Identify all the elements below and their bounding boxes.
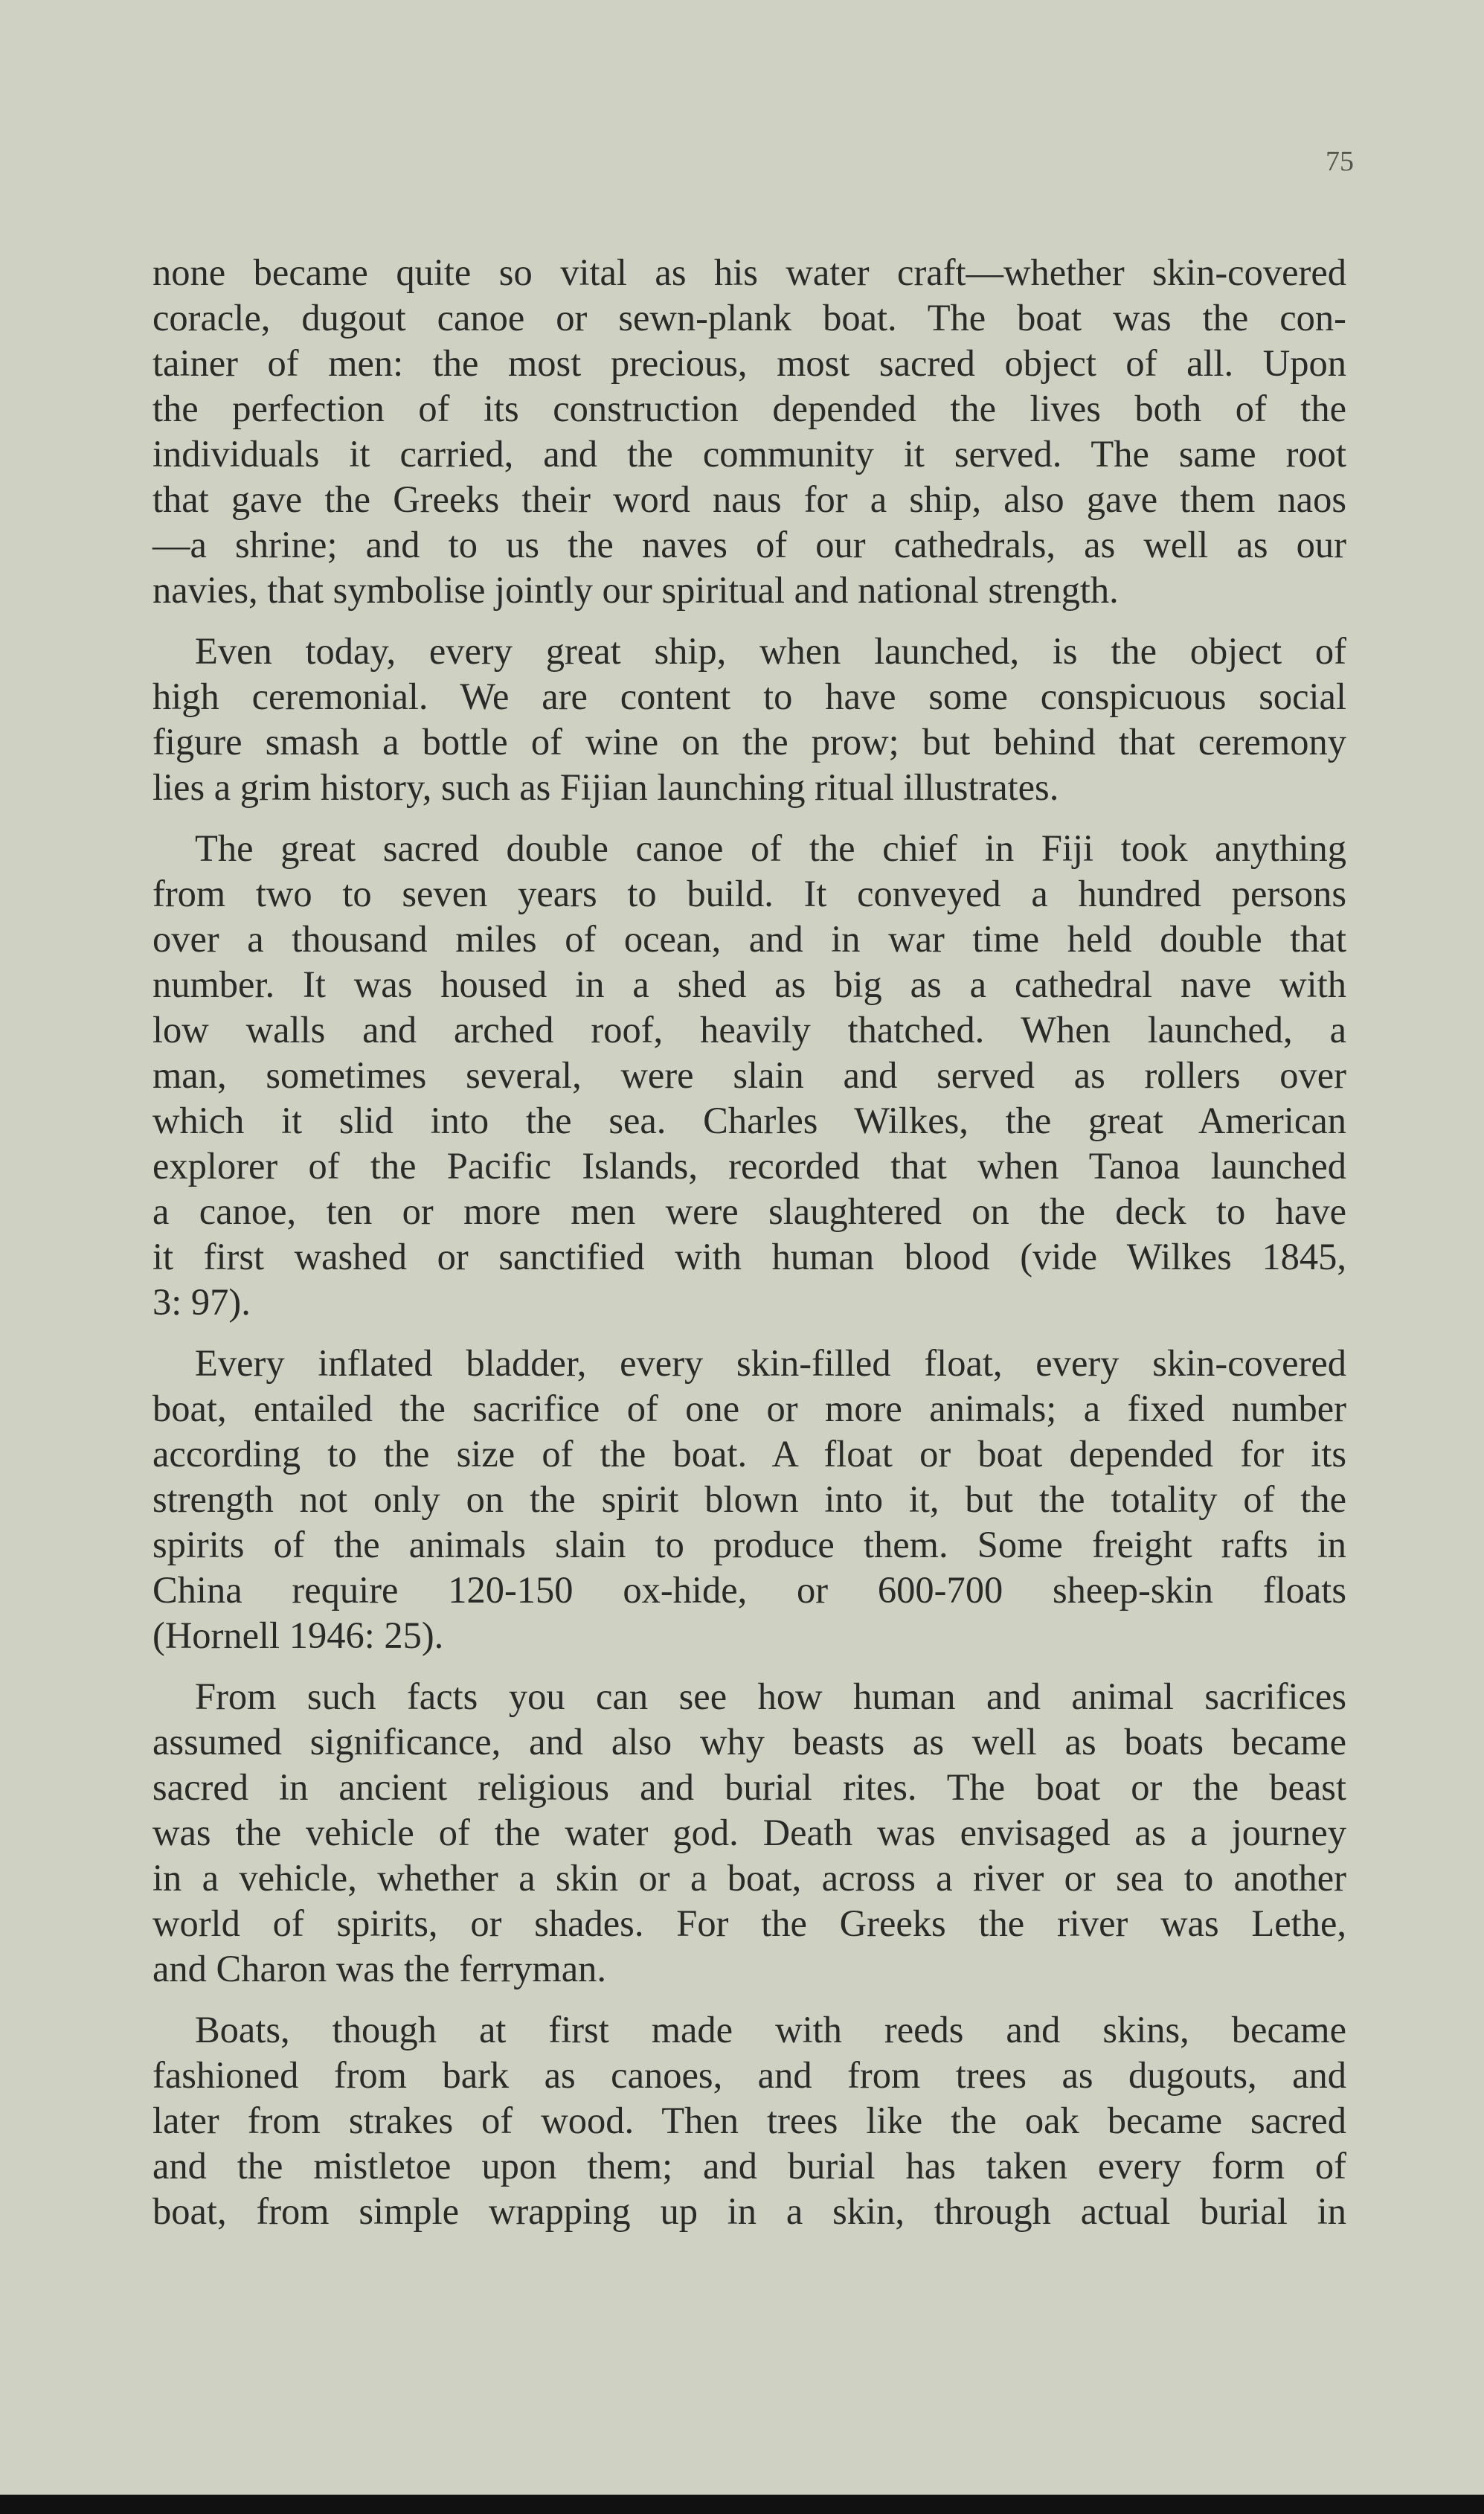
page-number: 75 bbox=[1326, 146, 1354, 177]
text-line: navies, that symbolise jointly our spiritual and national strength. bbox=[152, 569, 1119, 611]
text-line: tainer of men: the most precious, most sacred object of all. Upon bbox=[152, 342, 1346, 384]
text-line: over a thousand miles of ocean, and in war time held double that bbox=[152, 918, 1346, 960]
text-line: assumed significance, and also why beasts as well as boats became bbox=[152, 1721, 1346, 1763]
text-line: and Charon was the ferryman. bbox=[152, 1948, 606, 1989]
text-line: and the mistletoe upon them; and burial has taken every form of bbox=[152, 2145, 1346, 2187]
paragraph-water-craft bbox=[152, 250, 1346, 613]
paragraph-ceremonial bbox=[152, 629, 1346, 810]
text-line: later from strakes of wood. Then trees like the oak became sacred bbox=[152, 2100, 1346, 2141]
text-line: Boats, though at first made with reeds and skins, became bbox=[195, 2009, 1346, 2050]
text-line: from two to seven years to build. It conveyed a hundred persons bbox=[152, 873, 1346, 914]
text-line: boat, entailed the sacrifice of one or more animals; a fixed number bbox=[152, 1388, 1346, 1429]
text-line: in a vehicle, whether a skin or a boat, across a river or sea to another bbox=[152, 1857, 1346, 1899]
text-line: was the vehicle of the water god. Death was envisaged as a journey bbox=[152, 1812, 1346, 1853]
paragraph-floats bbox=[152, 1341, 1346, 1658]
text-line: strength not only on the spirit blown into it, but the totality of the bbox=[152, 1478, 1346, 1520]
text-line: individuals it carried, and the community it served. The same root bbox=[152, 433, 1346, 475]
text-line: man, sometimes several, were slain and served as rollers over bbox=[152, 1054, 1346, 1096]
text-line: which it slid into the sea. Charles Wilkes, the great American bbox=[152, 1100, 1346, 1141]
text-line: Even today, every great ship, when launched, is the object of bbox=[195, 630, 1346, 672]
text-line: (Hornell 1946: 25). bbox=[152, 1614, 444, 1656]
text-line: lies a grim history, such as Fijian launching ritual illustrates. bbox=[152, 766, 1059, 808]
paragraph-fiji-canoe bbox=[152, 826, 1346, 1325]
text-line: explorer of the Pacific Islands, recorded that when Tanoa launched bbox=[152, 1145, 1346, 1187]
text-line: world of spirits, or shades. For the Greeks the river was Lethe, bbox=[152, 1902, 1346, 1944]
text-line: spirits of the animals slain to produce them. Some freight rafts in bbox=[152, 1524, 1346, 1565]
text-line: From such facts you can see how human and animal sacrifices bbox=[195, 1676, 1346, 1717]
text-line: Every inflated bladder, every skin-filled float, every skin-covered bbox=[195, 1342, 1346, 1384]
text-line: low walls and arched roof, heavily thatched. When launched, a bbox=[152, 1009, 1346, 1051]
text-line: none became quite so vital as his water craft—whether skin-covered bbox=[152, 251, 1346, 293]
text-line: figure smash a bottle of wine on the prow; but behind that ceremony bbox=[152, 721, 1346, 763]
text-line: number. It was housed in a shed as big as a cathedral nave with bbox=[152, 963, 1346, 1005]
text-line: according to the size of the boat. A float or boat depended for its bbox=[152, 1433, 1346, 1475]
text-line: China require 120-150 ox-hide, or 600-700 sheep-skin floats bbox=[152, 1569, 1346, 1611]
paragraph-boats-burial bbox=[152, 2007, 1346, 2234]
text-line: it first washed or sanctified with human blood (vide Wilkes 1845, bbox=[152, 1236, 1346, 1277]
scan-edge bbox=[0, 2495, 1484, 2514]
text-line: fashioned from bark as canoes, and from trees as dugouts, and bbox=[152, 2054, 1346, 2096]
text-line: boat, from simple wrapping up in a skin, through actual burial in bbox=[152, 2190, 1346, 2232]
text-line: 3: 97). bbox=[152, 1281, 251, 1323]
text-line: The great sacred double canoe of the chief in Fiji took anything bbox=[195, 827, 1346, 869]
text-line: —a shrine; and to us the naves of our cathedrals, as well as our bbox=[152, 524, 1346, 565]
text-line: sacred in ancient religious and burial rites. The boat or the beast bbox=[152, 1766, 1346, 1808]
text-line: the perfection of its construction depended the lives both of the bbox=[152, 388, 1346, 429]
text-line: coracle, dugout canoe or sewn-plank boat. The boat was the con- bbox=[152, 297, 1346, 339]
text-line: high ceremonial. We are content to have some conspicuous social bbox=[152, 676, 1346, 717]
paragraph-sacrifices bbox=[152, 1674, 1346, 1992]
body-text bbox=[152, 250, 1346, 2250]
text-line: that gave the Greeks their word naus for a ship, also gave them naos bbox=[152, 478, 1346, 520]
text-line: a canoe, ten or more men were slaughtered on the deck to have bbox=[152, 1190, 1346, 1232]
